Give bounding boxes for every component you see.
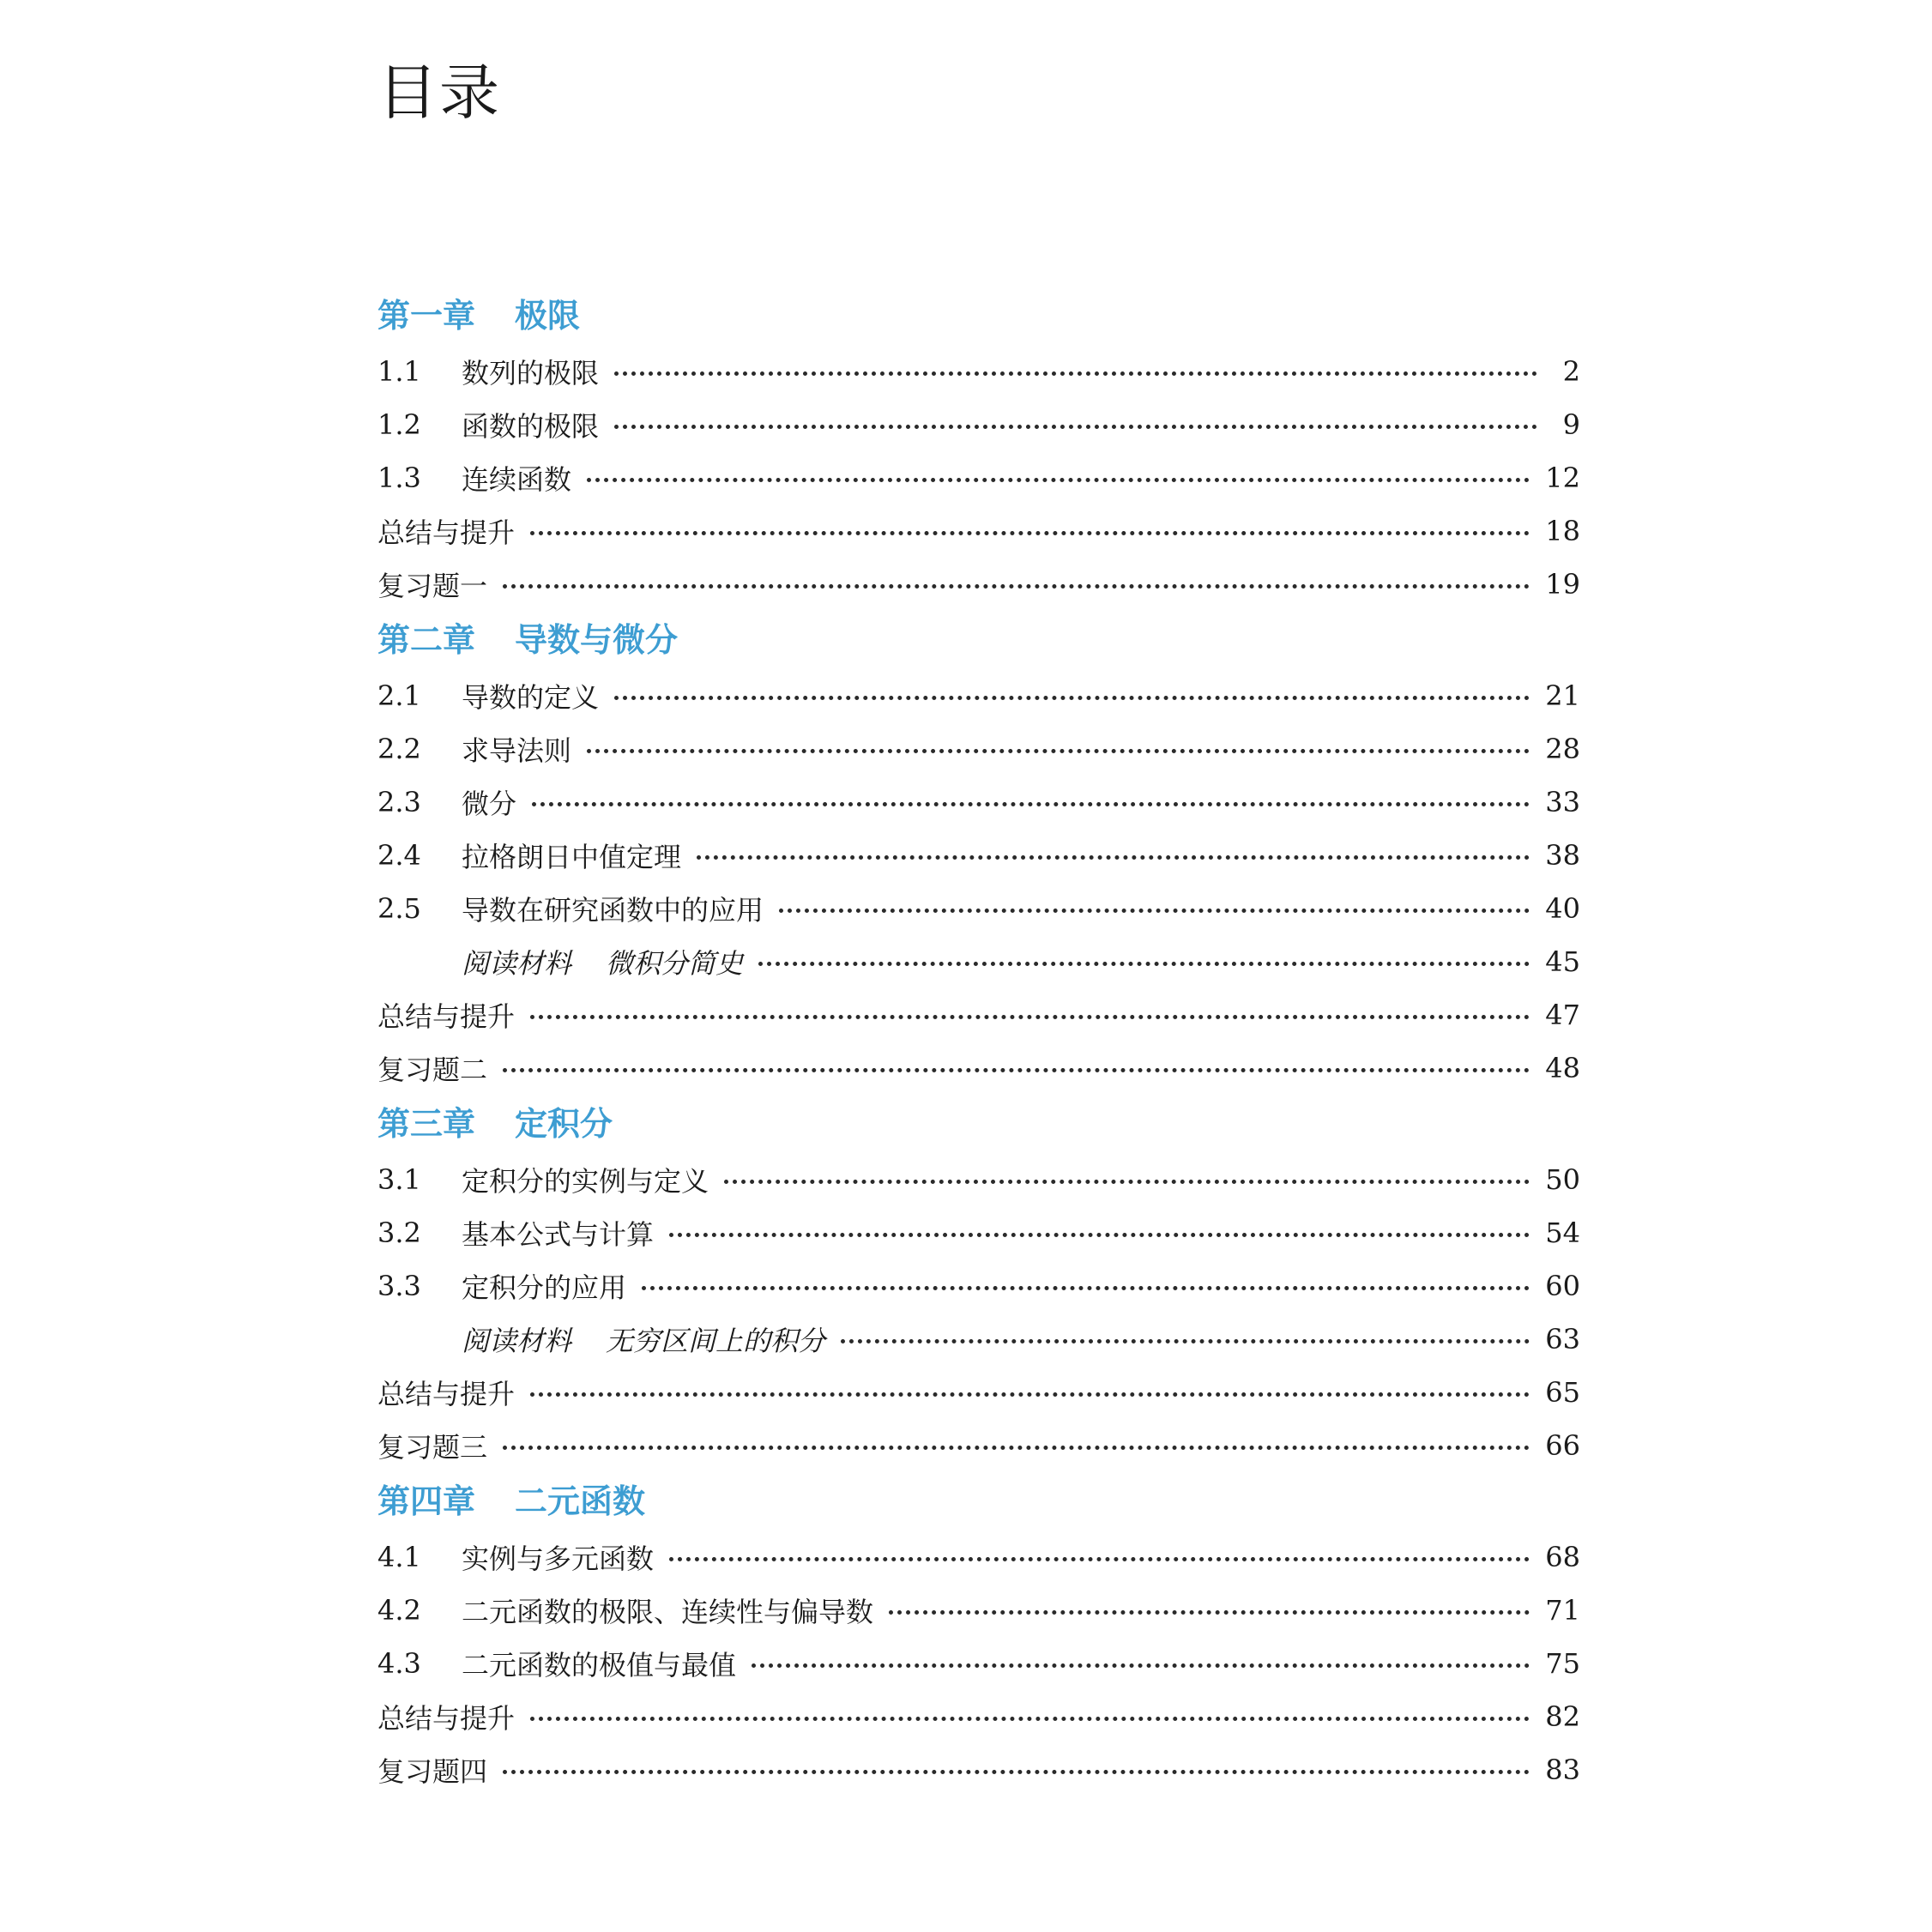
chapter-title: 二元函数 (515, 1482, 646, 1520)
entry-title: 连续函数 (462, 463, 572, 496)
section-number: 3.1 (377, 1163, 421, 1196)
entry-title: 复习题二 (377, 1054, 488, 1086)
dot-leader (758, 951, 1530, 966)
dot-leader (752, 1653, 1530, 1668)
page-number: 82 (1545, 1700, 1580, 1733)
section-number: 2.5 (377, 892, 421, 925)
page-number: 75 (1545, 1647, 1580, 1680)
entry-title: 阅读材料 (462, 1325, 572, 1357)
page-number: 19 (1545, 568, 1580, 601)
page-number: 28 (1545, 733, 1580, 765)
page-number: 45 (1545, 945, 1580, 978)
page-number: 68 (1545, 1541, 1580, 1573)
entry-title: 总结与提升 (377, 1378, 516, 1410)
toc-entry-reading[interactable] (377, 1313, 1580, 1366)
section-number: 2.2 (377, 733, 421, 765)
page-number: 47 (1545, 999, 1580, 1031)
section-number: 3.3 (377, 1270, 421, 1302)
section-number: 4.1 (377, 1541, 421, 1573)
toc-entry[interactable] (377, 1366, 1580, 1419)
entry-title: 二元函数的极值与最值 (462, 1649, 737, 1681)
section-number: 3.2 (377, 1217, 421, 1249)
page-number: 83 (1545, 1754, 1580, 1786)
dot-leader (669, 1223, 1530, 1237)
entry-title: 导数在研究函数中的应用 (462, 894, 764, 927)
chapter-label: 第二章 (377, 621, 476, 659)
page-title: 目录 (377, 57, 501, 128)
entry-title: 二元函数的极限、连续性与偏导数 (462, 1596, 874, 1628)
toc-entry[interactable] (377, 1206, 1580, 1259)
toc-entry[interactable] (377, 398, 1580, 451)
entry-title: 基本公式与计算 (462, 1218, 655, 1251)
chapter-heading[interactable] (377, 1095, 1580, 1153)
page-number: 38 (1545, 839, 1580, 872)
page-number: 66 (1545, 1429, 1580, 1462)
page-number: 21 (1545, 679, 1580, 712)
toc-entry[interactable] (377, 988, 1580, 1041)
dot-leader (614, 414, 1537, 429)
entry-title: 数列的极限 (462, 357, 600, 389)
entry-title: 总结与提升 (377, 1702, 516, 1735)
chapter-title: 极限 (515, 297, 581, 335)
chapter-heading[interactable] (377, 287, 1580, 345)
dot-leader (530, 1005, 1530, 1019)
page-number: 60 (1545, 1270, 1580, 1302)
entry-title: 定积分的实例与定义 (462, 1165, 709, 1198)
dot-leader (779, 898, 1530, 913)
dot-leader (503, 1435, 1530, 1450)
dot-leader (532, 792, 1530, 806)
entry-subtitle: 微积分简史 (606, 947, 744, 980)
entry-title: 实例与多元函数 (462, 1543, 655, 1575)
toc-entry[interactable] (377, 504, 1580, 558)
toc-entry[interactable] (377, 722, 1580, 776)
entry-title: 微分 (462, 788, 517, 820)
entry-title: 拉格朗日中值定理 (462, 841, 682, 873)
chapter-label: 第四章 (377, 1482, 476, 1520)
dot-leader (889, 1600, 1530, 1615)
section-number: 1.3 (377, 462, 421, 494)
page-number: 48 (1545, 1052, 1580, 1084)
entry-title: 复习题一 (377, 570, 488, 602)
chapter-heading[interactable] (377, 611, 1580, 669)
entry-title: 函数的极限 (462, 410, 600, 443)
page-number: 33 (1545, 786, 1580, 818)
dot-leader (642, 1276, 1530, 1290)
page-number: 54 (1545, 1217, 1580, 1249)
section-number: 4.2 (377, 1594, 421, 1627)
toc-entry[interactable] (377, 1690, 1580, 1743)
table-of-contents (377, 287, 1580, 1796)
dot-leader (530, 1706, 1530, 1721)
toc-entry[interactable] (377, 345, 1580, 398)
dot-leader (614, 361, 1537, 376)
page-number: 9 (1562, 408, 1580, 441)
dot-leader (697, 845, 1530, 860)
section-number: 1.2 (377, 408, 421, 441)
dot-leader (503, 1760, 1530, 1774)
page-number: 2 (1562, 355, 1580, 388)
page-number: 18 (1545, 515, 1580, 547)
toc-entry[interactable] (377, 1419, 1580, 1472)
section-number: 4.3 (377, 1647, 421, 1680)
entry-title: 阅读材料 (462, 947, 572, 980)
dot-leader (503, 1058, 1530, 1072)
section-number: 1.1 (377, 355, 421, 388)
toc-entry[interactable] (377, 776, 1580, 829)
toc-entry[interactable] (377, 1743, 1580, 1796)
toc-entry[interactable] (377, 1584, 1580, 1637)
dot-leader (587, 468, 1530, 482)
dot-leader (503, 574, 1530, 589)
dot-leader (587, 739, 1530, 753)
toc-entry[interactable] (377, 882, 1580, 935)
section-number: 2.1 (377, 679, 421, 712)
entry-title: 复习题三 (377, 1431, 488, 1464)
dot-leader (669, 1547, 1530, 1561)
entry-title: 导数的定义 (462, 681, 600, 714)
dot-leader (614, 685, 1530, 700)
page-number: 12 (1545, 462, 1580, 494)
toc-entry[interactable] (377, 451, 1580, 504)
dot-leader (724, 1169, 1530, 1184)
entry-title: 复习题四 (377, 1755, 488, 1788)
entry-subtitle: 无穷区间上的积分 (606, 1325, 826, 1357)
section-number: 2.3 (377, 786, 421, 818)
toc-entry[interactable] (377, 829, 1580, 882)
dot-leader (841, 1329, 1530, 1343)
page-number: 71 (1545, 1594, 1580, 1627)
entry-title: 定积分的应用 (462, 1271, 627, 1304)
page-number: 40 (1545, 892, 1580, 925)
page-number: 63 (1545, 1323, 1580, 1355)
page-number: 50 (1545, 1163, 1580, 1196)
entry-title: 总结与提升 (377, 516, 516, 549)
toc-entry[interactable] (377, 1041, 1580, 1095)
toc-entry[interactable] (377, 1637, 1580, 1690)
toc-entry-reading[interactable] (377, 935, 1580, 988)
toc-entry[interactable] (377, 558, 1580, 611)
dot-leader (530, 1382, 1530, 1397)
chapter-title: 定积分 (515, 1105, 613, 1143)
toc-entry[interactable] (377, 1153, 1580, 1206)
section-number: 2.4 (377, 839, 421, 872)
toc-entry[interactable] (377, 669, 1580, 722)
entry-title: 总结与提升 (377, 1000, 516, 1033)
chapter-title: 导数与微分 (515, 621, 679, 659)
page-number: 65 (1545, 1376, 1580, 1409)
toc-entry[interactable] (377, 1259, 1580, 1313)
chapter-label: 第三章 (377, 1105, 476, 1143)
toc-entry[interactable] (377, 1531, 1580, 1584)
entry-title: 求导法则 (462, 734, 572, 767)
chapter-label: 第一章 (377, 297, 476, 335)
dot-leader (530, 521, 1530, 535)
chapter-heading[interactable] (377, 1472, 1580, 1531)
